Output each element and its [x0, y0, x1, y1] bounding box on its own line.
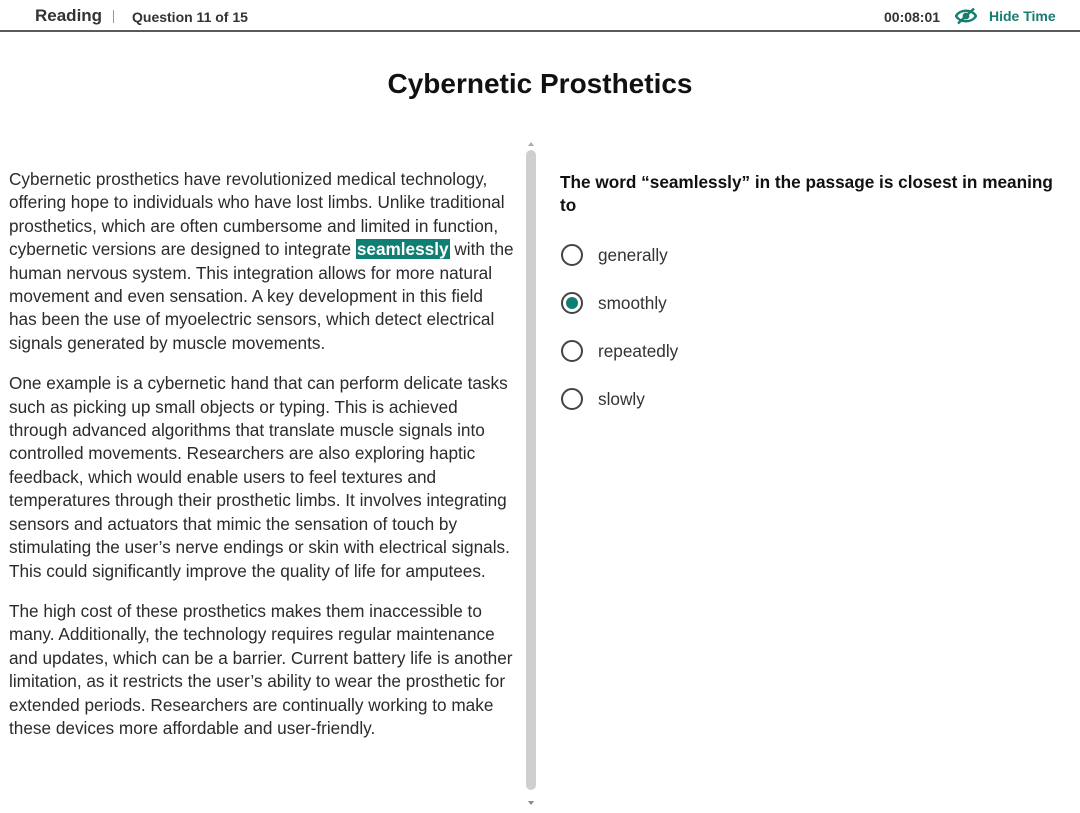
- answer-options: [561, 240, 961, 432]
- passage-text: with the human nervous system. This integration allows for more natural movement and even sensation. A key development in this field has been the use of myoelectric sensors, which detect electrical signals generated by muscle movements.: [9, 239, 514, 353]
- passage-paragraph-1: [9, 168, 515, 355]
- highlighted-word: seamlessly: [356, 239, 449, 260]
- eye-slash-icon: [955, 7, 977, 25]
- passage-title: Cybernetic Prosthetics: [387, 68, 693, 99]
- radio-unchecked-icon[interactable]: [561, 340, 583, 362]
- passage-paragraph-3: The high cost of these prosthetics makes them inaccessible to many. Additionally, the technology requires regular maintenance and updates, which can be a barrier. Current battery life is another limitation, as it restricts the user’s ability to wear the prosthetic for extended periods. Researchers are continually working to make these devices more affordable and user-friendly.: [9, 600, 513, 738]
- option-label: repeatedly: [598, 340, 679, 361]
- option-label: generally: [598, 244, 668, 265]
- scroll-down-icon[interactable]: [528, 801, 534, 805]
- answer-option-4[interactable]: [561, 384, 961, 414]
- answer-option-1[interactable]: [561, 240, 961, 270]
- answer-option-2[interactable]: [561, 288, 961, 318]
- option-label: slowly: [598, 388, 645, 409]
- hide-time-button[interactable]: [955, 4, 1056, 28]
- passage-scrollbar[interactable]: [524, 140, 538, 813]
- radio-unchecked-icon[interactable]: [561, 244, 583, 266]
- question-prompt: The word “seamlessly” in the passage is closest in meaning to: [560, 172, 1053, 215]
- timer: 00:08:01: [884, 9, 941, 25]
- section-label: Reading: [35, 6, 103, 25]
- passage-paragraph-2: One example is a cybernetic hand that can perform delicate tasks such as picking up small objects or typing. This is achieved through advanced algorithms that translate muscle signals into controlled movements. Researchers are also exploring haptic feedback, which would enable users to feel textures and temperatures through their prosthetic limbs. It involves integrating sensors and actuators that mimic the sensation of touch by stimulating the user’s nerve endings or skin with electrical signals. This could significantly improve the quality of life for amputees.: [9, 373, 510, 581]
- option-label: smoothly: [598, 292, 667, 313]
- header-divider: [113, 10, 114, 23]
- radio-checked-icon[interactable]: [561, 292, 583, 314]
- reading-passage: [9, 168, 515, 813]
- top-bar: [0, 0, 1080, 32]
- answer-option-3[interactable]: [561, 336, 961, 366]
- question-counter: Question 11 of 15: [132, 9, 248, 25]
- scrollbar-thumb[interactable]: [526, 150, 536, 790]
- hide-time-label: Hide Time: [989, 8, 1056, 24]
- radio-unchecked-icon[interactable]: [561, 388, 583, 410]
- passage-text: Cybernetic prosthetics have revolutionized medical technology, offering hope to individuals who have lost limbs. Unlike traditional prosthetics, which are often cumbersome and limited in function, cybernetic versions are designed to integrate: [9, 169, 505, 260]
- scroll-up-icon[interactable]: [528, 142, 534, 146]
